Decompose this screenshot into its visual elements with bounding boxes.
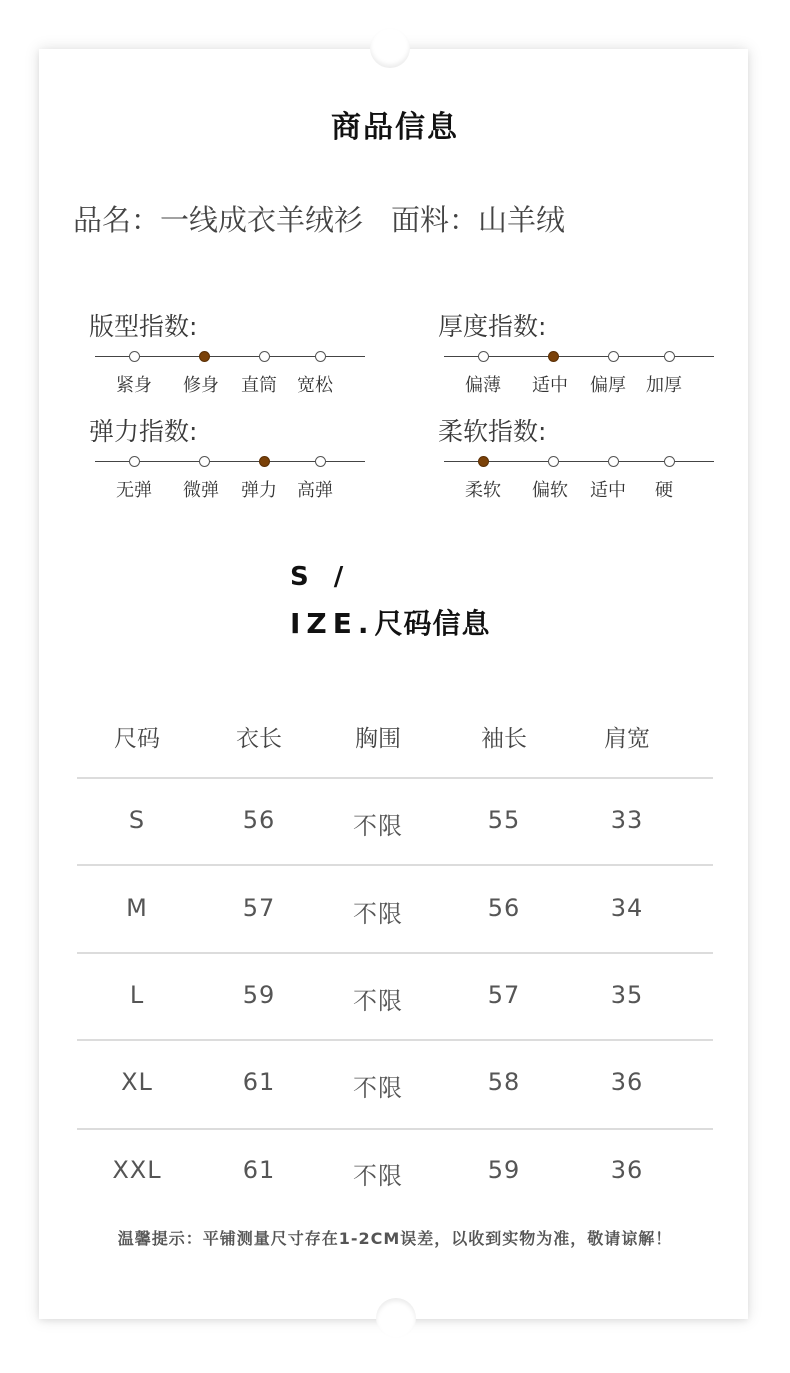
table-row bbox=[0, 981, 790, 1021]
index-option-label: 弹力 bbox=[241, 480, 277, 501]
ticket-notch-bottom bbox=[376, 1298, 416, 1338]
size-heading-prefix: IZE. bbox=[290, 607, 375, 640]
cell-chest: 不限 bbox=[353, 987, 403, 1015]
table-row bbox=[0, 1068, 790, 1108]
cell-size: M bbox=[126, 894, 148, 922]
cell-length: 56 bbox=[242, 806, 276, 834]
cell-size: XL bbox=[121, 1068, 153, 1096]
index-label: 版型指数: bbox=[89, 312, 198, 341]
table-rule bbox=[77, 952, 713, 954]
index-dot bbox=[548, 456, 559, 467]
product-name-label: 品名： bbox=[73, 203, 161, 237]
size-heading-line2 bbox=[290, 602, 491, 642]
cell-sleeve: 56 bbox=[487, 894, 521, 922]
size-heading-text: 尺码信息 bbox=[374, 607, 491, 640]
index-dot-selected bbox=[548, 351, 559, 362]
product-info-line bbox=[73, 198, 565, 239]
ticket-notch-top bbox=[370, 28, 410, 68]
cell-shoulder: 36 bbox=[610, 1156, 644, 1184]
fabric-value: 山羊绒 bbox=[478, 203, 566, 237]
table-row bbox=[0, 806, 790, 846]
cell-length: 57 bbox=[242, 894, 276, 922]
size-heading-line1: S / bbox=[290, 562, 352, 592]
cell-shoulder: 34 bbox=[610, 894, 644, 922]
index-option-label: 加厚 bbox=[646, 375, 682, 396]
index-dot bbox=[478, 351, 489, 362]
index-label: 厚度指数: bbox=[438, 312, 547, 341]
index-dot-selected bbox=[259, 456, 270, 467]
cell-sleeve: 59 bbox=[487, 1156, 521, 1184]
index-option-label: 偏厚 bbox=[590, 375, 626, 396]
index-option-label: 适中 bbox=[590, 480, 626, 501]
index-option-label: 微弹 bbox=[183, 480, 219, 501]
table-rule bbox=[77, 777, 713, 779]
index-option-label: 偏软 bbox=[532, 480, 568, 501]
index-option-label: 宽松 bbox=[297, 375, 333, 396]
index-option-label: 高弹 bbox=[297, 480, 333, 501]
cell-shoulder: 33 bbox=[610, 806, 644, 834]
table-row bbox=[0, 894, 790, 934]
index-label: 柔软指数: bbox=[438, 417, 547, 446]
index-dot bbox=[259, 351, 270, 362]
index-dot-selected bbox=[199, 351, 210, 362]
elasticity-index bbox=[89, 412, 379, 512]
cell-shoulder: 36 bbox=[610, 1068, 644, 1096]
index-dot bbox=[608, 456, 619, 467]
index-dot bbox=[129, 456, 140, 467]
fabric-label: 面料： bbox=[391, 203, 479, 237]
measurement-note: 温馨提示：平铺测量尺寸存在1-2CM误差，以收到实物为准，敬请谅解！ bbox=[117, 1229, 673, 1248]
cell-chest: 不限 bbox=[353, 1074, 403, 1102]
header-sleeve: 袖长 bbox=[481, 726, 527, 752]
header-chest: 胸围 bbox=[355, 726, 401, 752]
index-option-label: 直筒 bbox=[241, 375, 277, 396]
header-shoulder: 肩宽 bbox=[604, 726, 650, 752]
cell-sleeve: 55 bbox=[487, 806, 521, 834]
index-dot-selected bbox=[478, 456, 489, 467]
cell-size: L bbox=[129, 981, 145, 1009]
cell-length: 59 bbox=[242, 981, 276, 1009]
index-option-label: 硬 bbox=[655, 480, 673, 501]
index-dot bbox=[129, 351, 140, 362]
index-dot bbox=[664, 351, 675, 362]
index-dot bbox=[664, 456, 675, 467]
cell-chest: 不限 bbox=[353, 812, 403, 840]
table-rule bbox=[77, 1128, 713, 1130]
cell-chest: 不限 bbox=[353, 900, 403, 928]
cell-length: 61 bbox=[242, 1068, 276, 1096]
size-heading bbox=[290, 562, 491, 640]
header-size: 尺码 bbox=[114, 726, 160, 752]
cell-size: XXL bbox=[112, 1156, 162, 1184]
table-rule bbox=[77, 1039, 713, 1041]
cell-length: 61 bbox=[242, 1156, 276, 1184]
size-table-header bbox=[0, 720, 790, 760]
index-option-label: 紧身 bbox=[116, 375, 152, 396]
index-dot bbox=[315, 351, 326, 362]
cell-shoulder: 35 bbox=[610, 981, 644, 1009]
index-dot bbox=[608, 351, 619, 362]
index-option-label: 柔软 bbox=[465, 480, 501, 501]
section-title: 商品信息 bbox=[331, 110, 459, 145]
table-row bbox=[0, 1156, 790, 1196]
index-option-label: 适中 bbox=[532, 375, 568, 396]
index-option-label: 无弹 bbox=[116, 480, 152, 501]
index-dot bbox=[199, 456, 210, 467]
thickness-index bbox=[438, 307, 728, 407]
cell-sleeve: 58 bbox=[487, 1068, 521, 1096]
index-option-label: 修身 bbox=[183, 375, 219, 396]
index-label: 弹力指数: bbox=[89, 417, 198, 446]
index-option-label: 偏薄 bbox=[465, 375, 501, 396]
index-dot bbox=[315, 456, 326, 467]
table-rule bbox=[77, 864, 713, 866]
cell-size: S bbox=[128, 806, 146, 834]
cell-sleeve: 57 bbox=[487, 981, 521, 1009]
header-length: 衣长 bbox=[236, 726, 282, 752]
softness-index bbox=[438, 412, 728, 512]
cell-chest: 不限 bbox=[353, 1162, 403, 1190]
fit-index bbox=[89, 307, 379, 407]
product-name-value: 一线成衣羊绒衫 bbox=[160, 203, 364, 237]
